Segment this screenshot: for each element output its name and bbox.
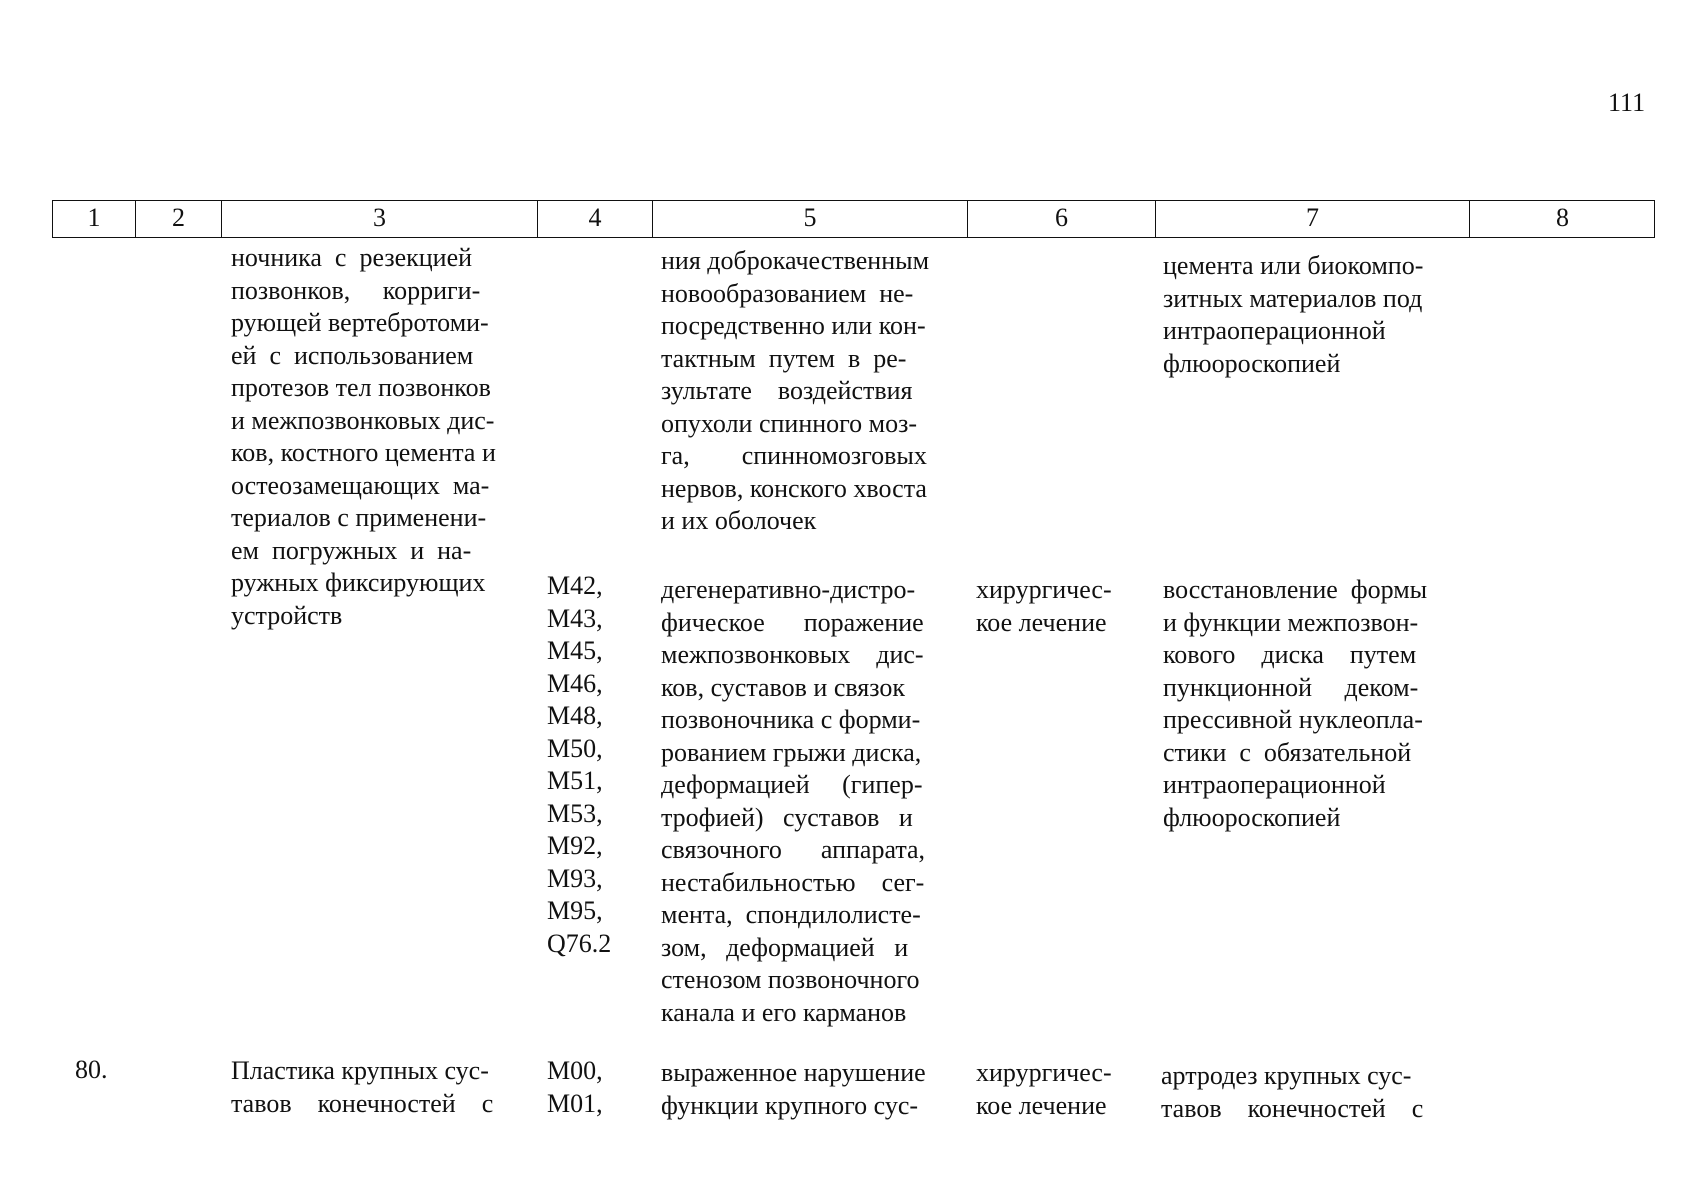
- header-cell-8: 8: [1469, 201, 1655, 237]
- header-cell-7: 7: [1155, 201, 1469, 237]
- cell-col6-treatment-type: хирургичес- кое лечение: [976, 1058, 1112, 1120]
- cell-col5-diagnosis: дегенеративно-дистро- фическое поражение межпозвонковых дис- ков, суставов и связок позвоночника с форми- рованием грыжи диска, деформацией (гипер- трофией) суставов и связочного аппарата, нестабильностью сег- мента, спондилолисте- зом, деформацией и стенозом позвоночного канала и его карманов: [661, 575, 926, 1027]
- cell-col6-treatment-type: хирургичес- кое лечение: [976, 575, 1112, 637]
- header-cell-5: 5: [652, 201, 967, 237]
- cell-col4-codes: M42, M43, M45, M46, M48, M50, M51, M53, M92, M93, M95, Q76.2: [547, 571, 612, 958]
- cell-col3-continuation: ночника с резекцией позвонков, корриги- рующей вертебротоми- ей с использованием протезов тел позвонков и межпозвонковых дис- ков, костного цемента и остеозамещающих ма- териалов с применени- ем погружных и на- ружных фиксирующих устройств: [231, 243, 496, 630]
- header-cell-6: 6: [967, 201, 1155, 237]
- cell-col3-method-name: Пластика крупных сус- тавов конечностей с: [231, 1056, 494, 1118]
- page-number: 111: [1608, 88, 1646, 117]
- table-header-row: [52, 200, 1655, 238]
- cell-col5-diagnosis: выраженное нарушение функции крупного сус-: [661, 1058, 926, 1120]
- cell-col4-codes: M00, M01,: [547, 1056, 603, 1118]
- cell-col7-method: артродез крупных сус- тавов конечностей с: [1161, 1061, 1424, 1123]
- header-cell-2: 2: [135, 201, 221, 237]
- cell-col7-method: восстановление формы и функции межпозвон- кового диска путем пункционной деком- прессивной нуклеопла- стики с обязательной интраоперационной флюороскопией: [1163, 575, 1428, 832]
- header-cell-3: 3: [221, 201, 537, 237]
- header-cell-4: 4: [537, 201, 652, 237]
- cell-col1-row-number: 80.: [75, 1055, 108, 1084]
- cell-col5-continuation: ния доброкачественным новообразованием не- посредственно или кон- тактным путем в ре- зультате воздействия опухоли спинного моз- га, спинномозговых нервов, конского хвоста и их оболочек: [661, 246, 930, 535]
- header-cell-1: 1: [87, 203, 101, 232]
- cell-col7-continuation: цемента или биокомпо- зитных материалов под интраоперационной флюороскопией: [1163, 251, 1424, 378]
